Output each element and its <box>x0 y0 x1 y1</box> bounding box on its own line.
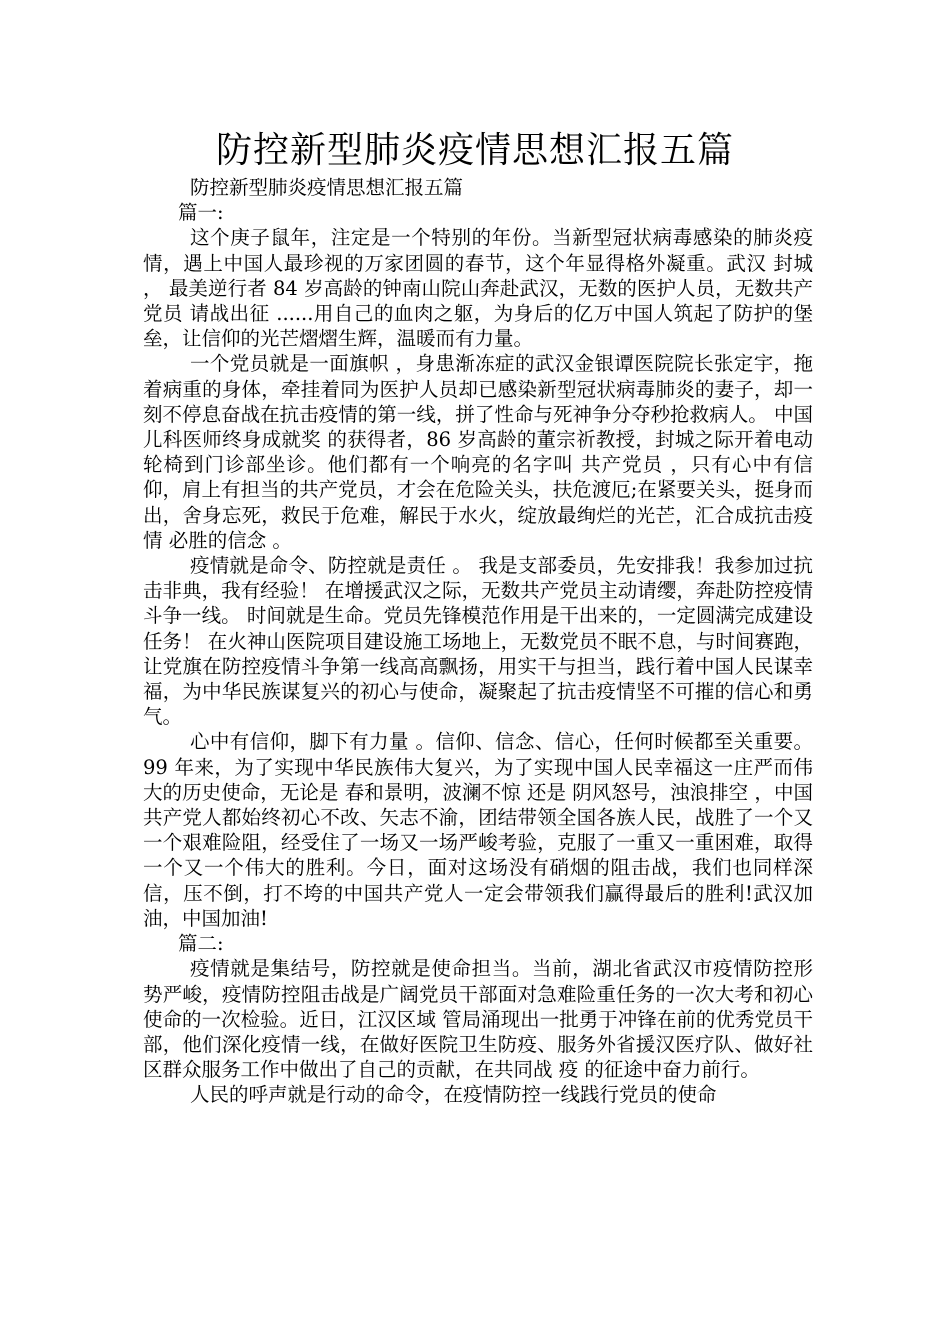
document-title: 防控新型肺炎疫情思想汇报五篇 <box>215 130 734 171</box>
section-label-one: 篇一: <box>178 201 224 225</box>
section-label-two: 篇二: <box>178 932 224 956</box>
paragraph: 这个庚子鼠年，注定是一个特别的年份。当新型冠状病毒感染的肺炎疫情，遇上中国人最珍视的万家团圆的春节，这个年显得格外凝重。武汉 封城 ， 最美逆行者 84 岁高龄的钟南山院山奔赴武汉，无数的医护人员，无数共产党员 请战出征 ......用自己的血肉之躯，为身后的亿万中国人筑起了防护的堡垒，让信仰的光芒熠熠生辉，温暖而有力量。 <box>143 226 820 351</box>
paragraph: 疫情就是命令、防控就是责任 。 我是支部委员，先安排我！我参加过抗击非典，我有经验！ 在增援武汉之际，无数共产党员主动请缨，奔赴防控疫情斗争一线。 时间就是生命。党员先锋模范作用是干出来的，一定圆满完成建设任务！ 在火神山医院项目建设施工场地上，无数党员不眠不息，与时间赛跑，让党旗在防控疫情斗争第一线高高飘扬，用实干与担当，践行着中国人民谋幸福，为中华民族谋复兴的初心与使命，凝聚起了抗击疫情坚不可摧的信心和勇气。 <box>143 554 813 729</box>
document-body <box>143 175 820 1108</box>
paragraph: 一个党员就是一面旗帜 ，身患渐冻症的武汉金银谭医院院长张定宇，拖着病重的身体，牵挂着同为医护人员却已感染新型冠状病毒肺炎的妻子，却一刻不停息奋战在抗击疫情的第一线，拼了性命与死神争分夺秒抢救病人。 中国儿科医师终身成就奖 的获得者，86 岁高龄的董宗祈教授，封城之际开着电动轮椅到门诊部坐诊。他们都有一个响亮的名字叫 共产党员 ，只有心中有信仰，肩上有担当的共产党员，才会在危险关头，扶危渡厄;在紧要关头，挺身而出，舍身忘死，救民于危难，解民于水火，绽放最绚烂的光芒，汇合成抗击疫情 必胜的信念 。 <box>143 352 813 552</box>
paragraph: 人民的呼声就是行动的命令，在疫情防控一线践行党员的使命 <box>190 1083 717 1107</box>
document-subtitle: 防控新型肺炎疫情思想汇报五篇 <box>190 176 464 199</box>
paragraph: 心中有信仰，脚下有力量 。信仰、信念、信心，任何时候都至关重要。99 年来，为了实现中华民族伟大复兴，为了实现中国人民幸福这一庄严而伟大的历史使命，无论是 春和景明，波澜不惊 还是 阴风怒号，浊浪排空 ，中国共产党人都始终初心不改、矢志不渝，团结带领全国各族人民，战胜了一个又一个艰难险阻，经受住了一场又一场严峻考验，克服了一重又一重困难，取得一个又一个伟大的胜利。今日，面对这场没有硝烟的阻击战，我们也同样深信，压不倒，打不垮的中国共产党人一定会带领我们赢得最后的胜利!武汉加油，中国加油! <box>143 730 813 930</box>
paragraph: 疫情就是集结号，防控就是使命担当。当前，湖北省武汉市疫情防控形势严峻，疫情防控阻击战是广阔党员干部面对急难险重任务的一次大考和初心使命的一次检验。近日，江汉区域 管局涌现出一批勇于冲锋在前的优秀党员干部，他们深化疫情一线，在做好医院卫生防疫、服务外省援汉医疗队、做好社区群众服务工作中做出了自己的贡献，在共同战 疫 的征途中奋力前行。 <box>143 957 813 1082</box>
